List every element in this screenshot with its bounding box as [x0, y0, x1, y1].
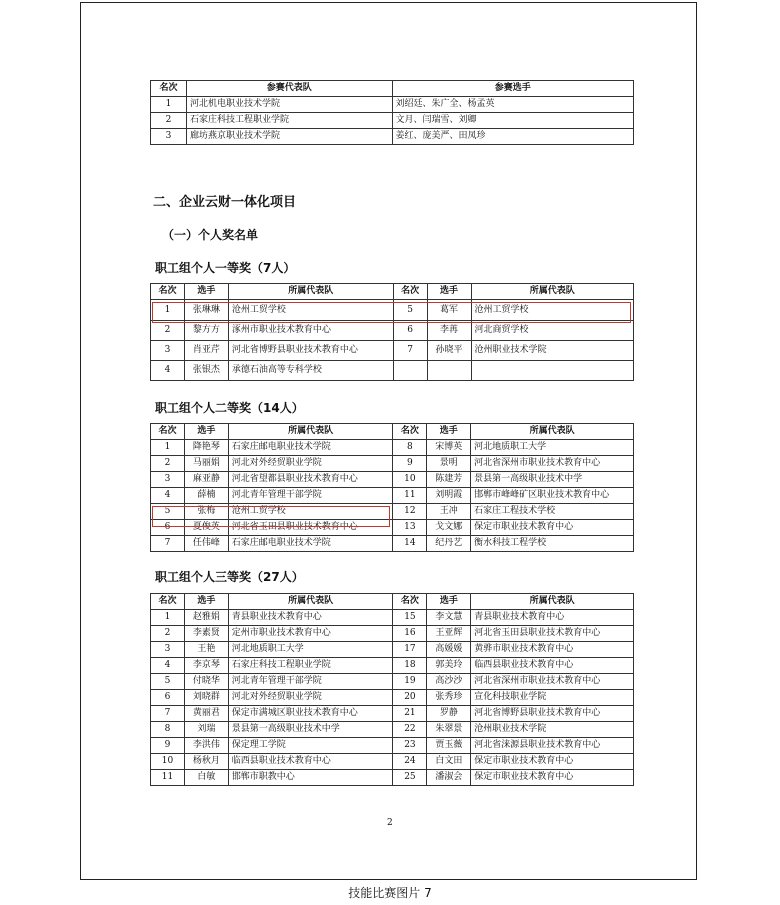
table-cell: 宋博英: [427, 440, 471, 456]
group3-header-cell: 所属代表队: [471, 594, 634, 610]
table-cell: 保定市满城区职业技术教育中心: [228, 706, 393, 722]
table-cell: 青县职业技术教育中心: [471, 610, 634, 626]
table-cell: 9: [393, 456, 427, 472]
table-cell: 刘明霞: [427, 488, 471, 504]
table-cell: 河北省望都县职业技术教育中心: [228, 472, 393, 488]
table-cell: 保定市职业技术教育中心: [471, 770, 634, 786]
table-row: [151, 738, 634, 754]
group1-table: [150, 283, 634, 381]
table-cell: 定州市职业技术教育中心: [228, 626, 393, 642]
table-cell: 石家庄科技工程职业学院: [186, 113, 392, 129]
table-cell: 夏俊英: [184, 520, 228, 536]
table-cell: 王艳: [184, 642, 228, 658]
table-cell: 李苒: [427, 321, 471, 341]
table-cell: 2: [151, 321, 185, 341]
table-cell: 石家庄邮电职业技术学院: [228, 536, 393, 552]
table-cell: 4: [151, 658, 185, 674]
table-row: [151, 440, 634, 456]
table-cell: 石家庄邮电职业技术学院: [228, 440, 393, 456]
group1-title: 职工组个人一等奖（7人）: [155, 261, 296, 275]
table-row: [151, 642, 634, 658]
highlight-box-zhangmei: [152, 506, 390, 527]
table-cell: 郭美玲: [427, 658, 471, 674]
group3-header-cell: 所属代表队: [228, 594, 393, 610]
table-cell: 河北机电职业技术学院: [186, 97, 392, 113]
team-table-header: [151, 81, 634, 97]
table-cell: 23: [393, 738, 427, 754]
table-row: [151, 472, 634, 488]
table-cell: 临西县职业技术教育中心: [228, 754, 393, 770]
table-cell: 邯郸市职教中心: [228, 770, 393, 786]
table-row: [151, 754, 634, 770]
table-row: [151, 770, 634, 786]
table-cell: 景县第一高级职业技术中学: [228, 722, 393, 738]
group2-title: 职工组个人二等奖（14人）: [155, 401, 304, 415]
table-cell: 高媛媛: [427, 642, 471, 658]
table-cell: 李京琴: [184, 658, 228, 674]
table-cell: 河北青年管理干部学院: [228, 674, 393, 690]
table-cell: 河北省玉田县职业技术教育中心: [228, 520, 393, 536]
group1-header-row: [151, 284, 634, 300]
table-cell: 河北省深州市职业技术教育中心: [471, 456, 634, 472]
table-cell: 18: [393, 658, 427, 674]
table-cell: 涿州市职业技术教育中心: [228, 321, 393, 341]
table-cell: 宣化科技职业学院: [471, 690, 634, 706]
table-cell: 河北对外经贸职业学院: [228, 690, 393, 706]
table-row: [151, 456, 634, 472]
table-cell: 7: [151, 706, 185, 722]
table-cell: 杨秋月: [184, 754, 228, 770]
table-cell: 高沙沙: [427, 674, 471, 690]
table-cell: 4: [151, 361, 185, 381]
group2-table: [150, 423, 634, 552]
table-cell: 3: [151, 341, 185, 361]
table-cell: 20: [393, 690, 427, 706]
table-cell: 沧州工贸学校: [471, 300, 634, 321]
table-cell: 河北商贸学校: [471, 321, 634, 341]
table-cell: 沧州职业技术学院: [471, 341, 634, 361]
group2-header-cell: 名次: [151, 424, 185, 440]
table-cell: 1: [151, 440, 185, 456]
group1-header-cell: 名次: [151, 284, 185, 300]
table-row: [151, 610, 634, 626]
table-cell: 孙晓平: [427, 341, 471, 361]
table-cell: 景明: [427, 456, 471, 472]
table-cell: 黄骅市职业技术教育中心: [471, 642, 634, 658]
table-row: [151, 722, 634, 738]
table-cell: 15: [393, 610, 427, 626]
table-row: [151, 626, 634, 642]
table-cell: 张琳琳: [184, 300, 228, 321]
table-cell: 姜红、庞美严、田凤珍: [392, 129, 633, 145]
table-cell: 保定理工学院: [228, 738, 393, 754]
table-cell: 12: [393, 504, 427, 520]
table-cell: 河北地质职工大学: [471, 440, 634, 456]
table-cell: 6: [151, 690, 185, 706]
table-cell: 河北省涞源县职业技术教育中心: [471, 738, 634, 754]
table-cell: 李文慧: [427, 610, 471, 626]
table-row: [151, 690, 634, 706]
table-cell: 1: [151, 300, 185, 321]
table-cell: 朱翠景: [427, 722, 471, 738]
group1-header-cell: 选手: [427, 284, 471, 300]
table-cell: 潘淑会: [427, 770, 471, 786]
table-cell: 保定市职业技术教育中心: [471, 754, 634, 770]
table-cell: 赵雅娟: [184, 610, 228, 626]
table-cell: 河北对外经贸职业学院: [228, 456, 393, 472]
table-cell: 黄丽君: [184, 706, 228, 722]
table-row: [151, 97, 634, 113]
table-cell: [393, 361, 427, 381]
table-cell: 22: [393, 722, 427, 738]
group3-header-row: [151, 594, 634, 610]
table-cell: 景县第一高级职业技术中学: [471, 472, 634, 488]
table-cell: 麻亚静: [184, 472, 228, 488]
table-cell: 河北省博野县职业技术教育中心: [471, 706, 634, 722]
table-cell: 刘瑞: [184, 722, 228, 738]
table-cell: 葛军: [427, 300, 471, 321]
table-cell: 11: [393, 488, 427, 504]
table-cell: 白敏: [184, 770, 228, 786]
table-cell: 青县职业技术教育中心: [228, 610, 393, 626]
team-award-table: [150, 80, 634, 145]
table-cell: 肖亚芹: [184, 341, 228, 361]
table-cell: 王冲: [427, 504, 471, 520]
table-cell: 河北省深州市职业技术教育中心: [471, 674, 634, 690]
table-cell: 8: [151, 722, 185, 738]
table-cell: 沧州工贸学校: [228, 504, 393, 520]
table-cell: 廊坊燕京职业技术学院: [186, 129, 392, 145]
table-cell: 2: [151, 456, 185, 472]
table-cell: [427, 361, 471, 381]
table-cell: 保定市职业技术教育中心: [471, 520, 634, 536]
table-cell: 张银杰: [184, 361, 228, 381]
section-title: 二、企业云财一体化项目: [153, 195, 297, 210]
table-cell: 承德石油高等专科学校: [228, 361, 393, 381]
table-cell: 1: [151, 97, 187, 113]
table-cell: 陈建芳: [427, 472, 471, 488]
table-cell: 石家庄工程技术学校: [471, 504, 634, 520]
group2-header-cell: 选手: [184, 424, 228, 440]
table-row: [151, 706, 634, 722]
table-cell: 8: [393, 440, 427, 456]
table-cell: 付晓华: [184, 674, 228, 690]
table-cell: 白文田: [427, 754, 471, 770]
table-cell: 贾玉薇: [427, 738, 471, 754]
table-row: [151, 113, 634, 129]
group1-header-cell: 选手: [184, 284, 228, 300]
group2-header-cell: 选手: [427, 424, 471, 440]
table-cell: 刘晓群: [184, 690, 228, 706]
table-cell: 3: [151, 642, 185, 658]
table-row: [151, 321, 634, 341]
table-cell: 2: [151, 113, 187, 129]
table-cell: 14: [393, 536, 427, 552]
table-cell: 纪丹艺: [427, 536, 471, 552]
table-row: [151, 361, 634, 381]
table-cell: 戈文娜: [427, 520, 471, 536]
table-cell: 1: [151, 610, 185, 626]
table-row: [151, 488, 634, 504]
table-cell: [471, 361, 634, 381]
table-cell: 黎方方: [184, 321, 228, 341]
table-cell: 13: [393, 520, 427, 536]
table-cell: 马丽娟: [184, 456, 228, 472]
group3-table: [150, 593, 634, 786]
group3-header-cell: 名次: [151, 594, 185, 610]
image-caption: 技能比赛图片 7: [348, 886, 432, 900]
table-cell: 河北地质职工大学: [228, 642, 393, 658]
table-cell: 19: [393, 674, 427, 690]
table-cell: 21: [393, 706, 427, 722]
table-cell: 3: [151, 472, 185, 488]
team-table-header-cell: 名次: [151, 81, 187, 97]
table-cell: 沧州职业技术学院: [471, 722, 634, 738]
table-cell: 降艳琴: [184, 440, 228, 456]
group1-header-cell: 名次: [393, 284, 427, 300]
table-row: [151, 129, 634, 145]
table-cell: 7: [393, 341, 427, 361]
table-cell: 文月、闫瑞雪、刘卿: [392, 113, 633, 129]
table-cell: 王亚辉: [427, 626, 471, 642]
table-row: [151, 658, 634, 674]
table-cell: 张梅: [184, 504, 228, 520]
table-cell: 李素贤: [184, 626, 228, 642]
table-cell: 罗静: [427, 706, 471, 722]
team-table-header-cell: 参赛选手: [392, 81, 633, 97]
table-cell: 石家庄科技工程职业学院: [228, 658, 393, 674]
table-cell: 河北省博野县职业技术教育中心: [228, 341, 393, 361]
group3-header-cell: 选手: [184, 594, 228, 610]
table-cell: 9: [151, 738, 185, 754]
group2-header-cell: 所属代表队: [228, 424, 393, 440]
table-cell: 邯郸市峰峰矿区职业技术教育中心: [471, 488, 634, 504]
table-cell: 11: [151, 770, 185, 786]
table-cell: 张秀珍: [427, 690, 471, 706]
table-row: [151, 341, 634, 361]
table-cell: 临西县职业技术教育中心: [471, 658, 634, 674]
table-cell: 薛楠: [184, 488, 228, 504]
table-cell: 10: [151, 754, 185, 770]
table-row: [151, 536, 634, 552]
group2-header-cell: 名次: [393, 424, 427, 440]
table-cell: 3: [151, 129, 187, 145]
table-cell: 2: [151, 626, 185, 642]
table-cell: 李洪伟: [184, 738, 228, 754]
subsection-title: （一）个人奖名单: [162, 228, 259, 242]
group2-header-cell: 所属代表队: [471, 424, 634, 440]
group1-header-cell: 所属代表队: [471, 284, 634, 300]
table-cell: 河北青年管理干部学院: [228, 488, 393, 504]
table-cell: 河北省玉田县职业技术教育中心: [471, 626, 634, 642]
highlight-box-zhanglinlin: [152, 302, 631, 323]
table-cell: 5: [393, 300, 427, 321]
page-number: 2: [387, 818, 393, 828]
table-cell: 10: [393, 472, 427, 488]
team-table-header-cell: 参赛代表队: [186, 81, 392, 97]
group3-title: 职工组个人三等奖（27人）: [155, 570, 304, 584]
group3-header-cell: 选手: [427, 594, 471, 610]
group2-header-row: [151, 424, 634, 440]
table-cell: 17: [393, 642, 427, 658]
table-cell: 25: [393, 770, 427, 786]
table-cell: 7: [151, 536, 185, 552]
table-cell: 24: [393, 754, 427, 770]
table-cell: 5: [151, 674, 185, 690]
table-cell: 衡水科技工程学校: [471, 536, 634, 552]
table-row: [151, 674, 634, 690]
table-cell: 沧州工贸学校: [228, 300, 393, 321]
table-cell: 刘绍廷、朱广全、杨孟英: [392, 97, 633, 113]
group1-header-cell: 所属代表队: [228, 284, 393, 300]
table-cell: 6: [151, 520, 185, 536]
table-cell: 5: [151, 504, 185, 520]
group3-header-cell: 名次: [393, 594, 427, 610]
table-cell: 16: [393, 626, 427, 642]
table-cell: 任伟峰: [184, 536, 228, 552]
table-cell: 4: [151, 488, 185, 504]
table-cell: 6: [393, 321, 427, 341]
